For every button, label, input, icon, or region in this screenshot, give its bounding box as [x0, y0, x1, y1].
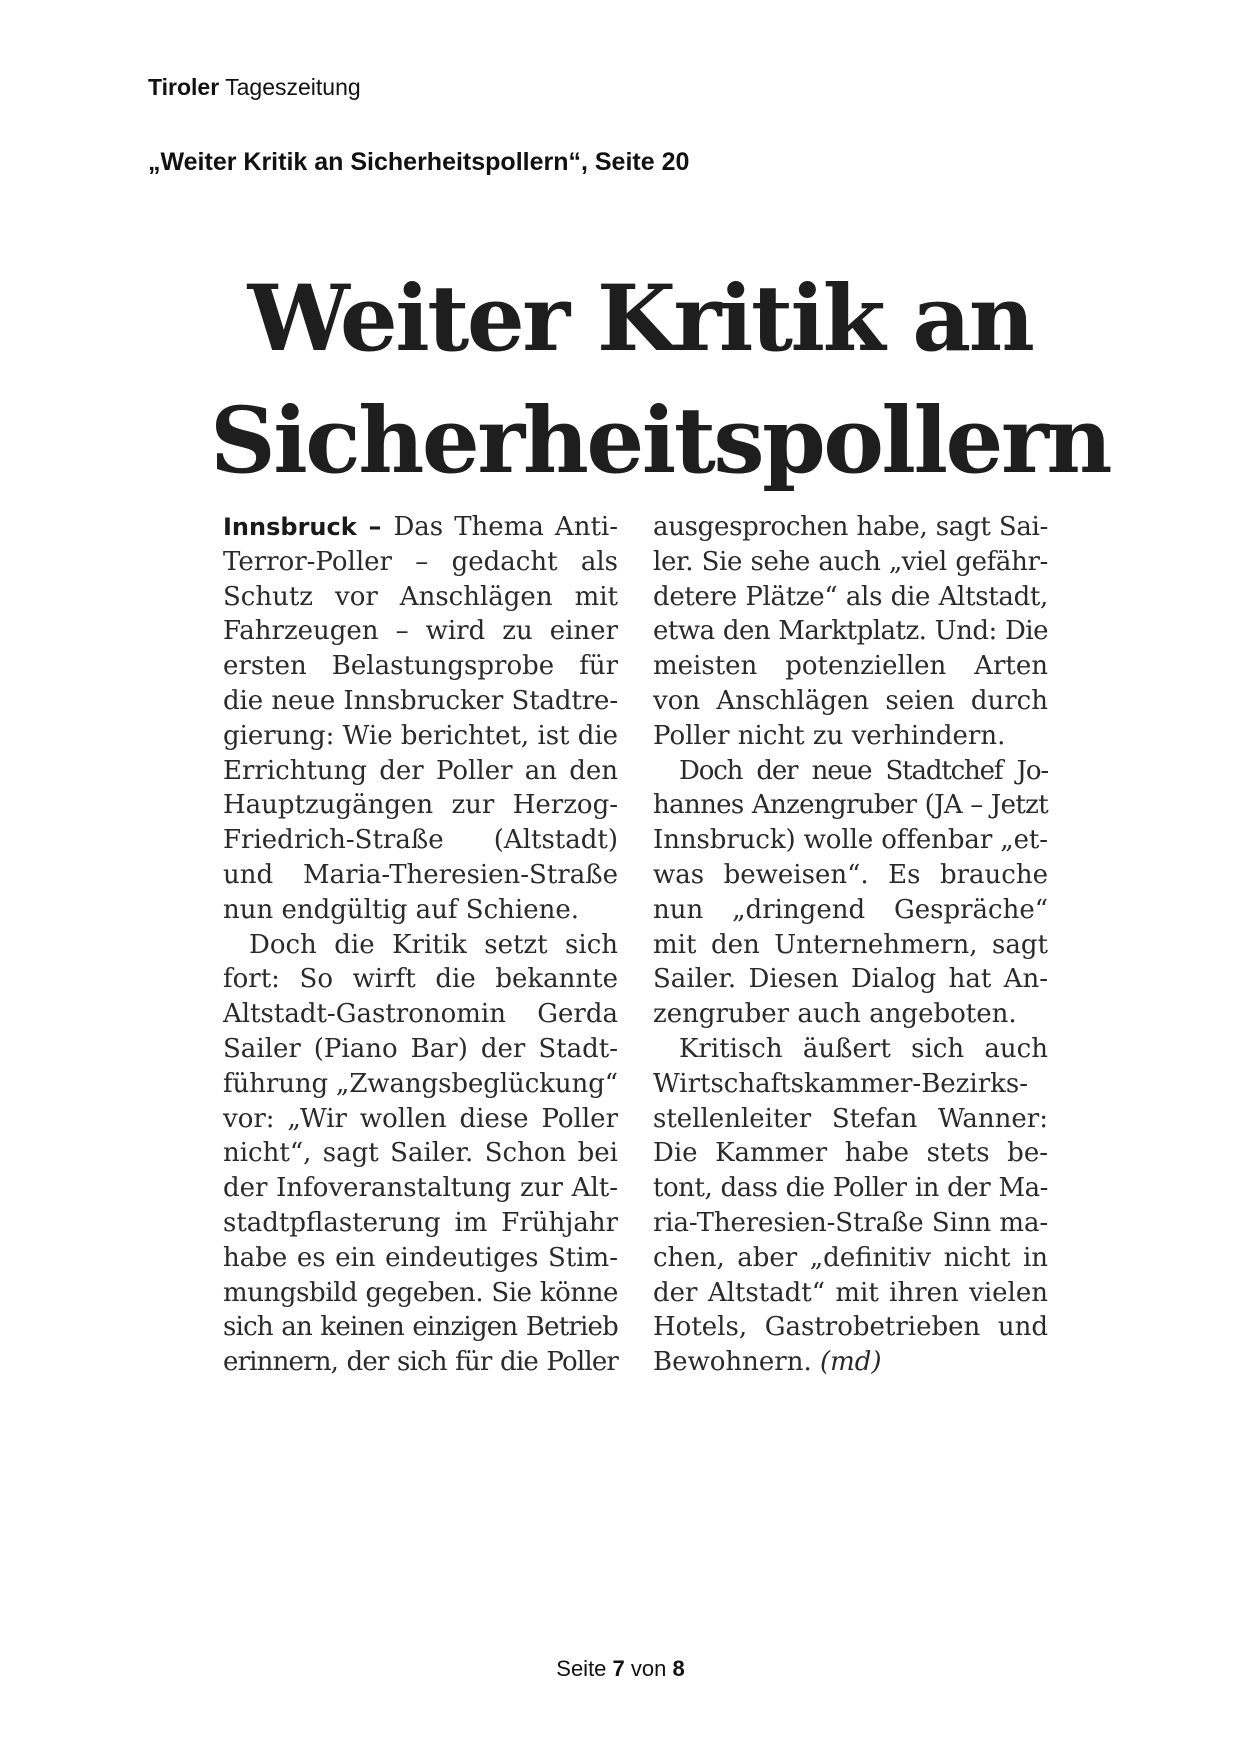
- article-line: [223, 510, 618, 545]
- article-line: und Maria-Theresien-Straße: [223, 859, 618, 890]
- article-line: Altstadt-Gastronomin Gerda: [223, 999, 618, 1030]
- article-line: mungsbild gegeben. Sie könne: [223, 1277, 618, 1308]
- article-line: habe es ein eindeutiges Stim-: [223, 1242, 618, 1273]
- article-line: Terror-Poller – gedacht als: [223, 546, 618, 577]
- article-line: Doch die Kritik setzt sich: [249, 929, 618, 960]
- article-line: Fahrzeugen – wird zu einer: [223, 616, 618, 647]
- article-line: tont, dass die Poller in der Ma-: [653, 1173, 1048, 1204]
- article-line: gierung: Wie berichtet, ist die: [223, 720, 618, 751]
- article-column-left: [223, 510, 618, 1380]
- article-line: hannes Anzengruber (JA – Jetzt: [653, 790, 1048, 821]
- article-line: fort: So wirft die bekannte: [223, 964, 618, 995]
- article-line-text: Bewohnern.: [653, 1347, 812, 1378]
- article-line: führung „Zwangsbeglückung“: [223, 1068, 618, 1099]
- article-line-text: Das Thema Anti-: [393, 512, 618, 542]
- article-line: nun endgültig auf Schiene.: [223, 894, 580, 925]
- article-line: chen, aber „definitiv nicht in: [653, 1242, 1048, 1273]
- publication-name-regular: Tageszeitung: [219, 74, 361, 100]
- author-initials: (md): [819, 1347, 882, 1378]
- article-line: Die Kammer habe stets be-: [653, 1138, 1048, 1169]
- article-line: zengruber auch angeboten.: [653, 999, 1017, 1030]
- article-line: Schutz vor Anschlägen mit: [223, 581, 618, 612]
- article-line: Sailer (Piano Bar) der Stadt-: [223, 1033, 618, 1064]
- article-line: Errichtung der Poller an den: [223, 755, 618, 786]
- headline-line-2: Sicherheitspollern: [210, 388, 1111, 494]
- source-reference: „Weiter Kritik an Sicherheitspollern“, Seite 20: [148, 148, 690, 176]
- page-number-total: 8: [672, 1656, 685, 1681]
- article-line: etwa den Marktplatz. Und: Die: [653, 616, 1048, 647]
- article-line: ler. Sie sehe auch „viel gefähr-: [653, 546, 1048, 577]
- dateline-dash: –: [356, 512, 394, 542]
- page-number: [0, 1656, 1241, 1682]
- article-line: meisten potenziellen Arten: [653, 651, 1048, 682]
- article-line: die neue Innsbrucker Stadtre-: [223, 685, 618, 716]
- article-line: was beweisen“. Es brauche: [653, 859, 1048, 890]
- article-line: ausgesprochen habe, sagt Sai-: [653, 512, 1048, 542]
- article-headline: [210, 258, 1111, 502]
- page-number-current: 7: [612, 1656, 625, 1681]
- page-number-middle: von: [624, 1656, 673, 1681]
- article-line: mit den Unternehmern, sagt: [653, 929, 1048, 960]
- article-line: ria-Theresien-Straße Sinn ma-: [653, 1207, 1048, 1238]
- article-line: detere Plätze“ als die Altstadt,: [653, 581, 1048, 612]
- dateline: Innsbruck: [223, 513, 357, 541]
- headline-line-1: Weiter Kritik an: [247, 266, 1033, 372]
- article-line: Poller nicht zu verhindern.: [653, 720, 1006, 751]
- article-column-right: [653, 510, 1048, 1380]
- article-line: Innsbruck) wolle offenbar „et-: [653, 825, 1048, 856]
- article-line: sich an keinen einzigen Betrieb: [223, 1312, 618, 1343]
- article-line: nicht“, sagt Sailer. Schon bei: [223, 1138, 618, 1169]
- article-line: nun „dringend Gespräche“: [653, 894, 1048, 925]
- article-line: Hotels, Gastrobetrieben und: [653, 1312, 1048, 1343]
- article-line: Wirtschaftskammer-Bezirks-: [653, 1068, 1029, 1099]
- article-line: Sailer. Diesen Dialog hat An-: [653, 964, 1048, 995]
- article-line: Hauptzugängen zur Herzog-: [223, 790, 618, 821]
- publication-name-bold: Tiroler: [148, 74, 220, 100]
- article-line: Doch der neue Stadtchef Jo-: [679, 755, 1048, 786]
- article-line: erinnern, der sich für die Poller: [223, 1347, 618, 1378]
- article-line: ersten Belastungsprobe für: [223, 651, 618, 682]
- publication-name: [148, 74, 361, 101]
- article-line: vor: „Wir wollen diese Poller: [223, 1103, 618, 1134]
- article-line: stellenleiter Stefan Wanner:: [653, 1103, 1048, 1134]
- article-line: Kritisch äußert sich auch: [679, 1033, 1048, 1064]
- page-number-prefix: Seite: [556, 1656, 613, 1681]
- article-line: [653, 1345, 1048, 1380]
- article-line: der Altstadt“ mit ihren vielen: [653, 1277, 1048, 1308]
- article-line: Friedrich-Straße (Altstadt): [223, 825, 618, 856]
- article-line: der Infoveranstaltung zur Alt-: [223, 1173, 618, 1204]
- article-line: stadtpflasterung im Frühjahr: [223, 1207, 618, 1238]
- article-line: von Anschlägen seien durch: [653, 685, 1048, 716]
